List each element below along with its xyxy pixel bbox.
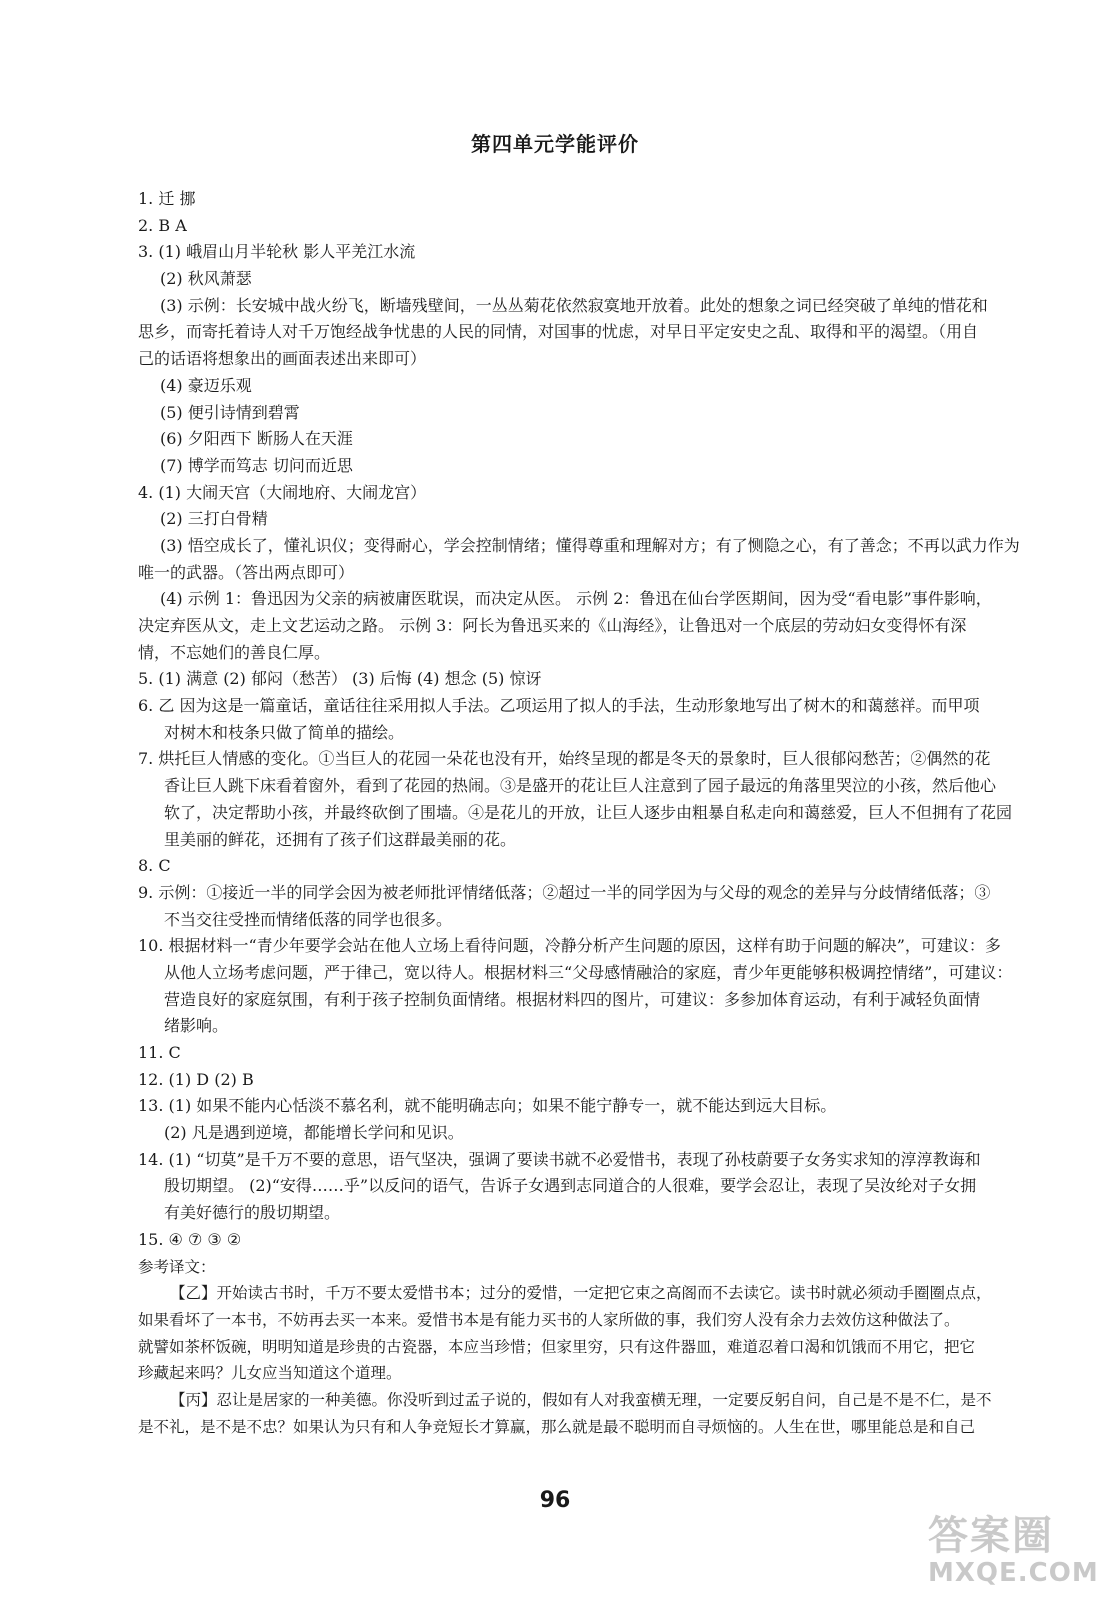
text-line: 软了，决定帮助小孩，并最终砍倒了围墙。④是花儿的开放，让巨人逐步由粗暴自私走向和蔼慈爱，巨人不但拥有了花园 (164, 802, 1013, 822)
text-line: 12. (1) D (2) B (138, 1069, 254, 1089)
text-line: 唯一的武器。（答出两点即可） (138, 562, 355, 582)
text-line: 决定弃医从文，走上文艺运动之路。 示例 3：阿长为鲁迅买来的《山海经》，让鲁迅对一个底层的劳动妇女变得怀有深 (138, 616, 967, 635)
text-line: 殷切期望。 (2)“安得……乎”以反问的语气，告诉子女遇到志同道合的人很难，要学会忍让，表现了吴汝纶对子女拥 (164, 1176, 977, 1196)
page-number: 96 (539, 1488, 571, 1513)
text-line: 营造良好的家庭氛围，有利于孩子控制负面情绪。根据材料四的图片，可建议：多参加体育运动，有利于减轻负面情 (164, 989, 981, 1009)
text-line: 己的话语将想象出的画面表述出来即可） (138, 349, 427, 369)
text-line: 有美好德行的殷切期望。 (164, 1203, 341, 1223)
text-line: 【乙】开始读古书时，千万不要太爱惜书本；过分的爱惜，一定把它束之高阁而不去读它。读书时就必须动手圈圈点点， (170, 1284, 992, 1303)
text-line: 情，不忘她们的善良仁厚。 (138, 642, 331, 662)
text-line: 里美丽的鲜花，还拥有了孩子们这群最美丽的花。 (164, 829, 517, 849)
text-line: 9. 示例：①接近一半的同学会因为被老师批评情绪低落；②超过一半的同学因为与父母的观念的差异与分歧情绪低落；③ (138, 882, 991, 902)
text-line: 1. 迁 挪 (138, 189, 196, 208)
page-title: 第四单元学能评价 (471, 132, 639, 156)
text-line: 就譬如茶杯饭碗，明明知道是珍贵的古瓷器，本应当珍惜；但家里穷，只有这件器皿，难道忍着口渴和饥饿而不用它，把它 (138, 1337, 976, 1356)
text-line: 4. (1) 大闹天宫（大闹地府、大闹龙宫） (138, 482, 427, 502)
text-line: 参考译文： (138, 1257, 216, 1276)
text-line: 不当交往受挫而情绪低落的同学也很多。 (164, 909, 453, 929)
text-line: 【丙】忍让是居家的一种美德。你没听到过孟子说的，假如有人对我蛮横无理，一定要反躬自问，自己是不是不仁，是不 (170, 1390, 992, 1409)
text-line: (3) 示例：长安城中战火纷飞，断墙残壁间，一丛丛菊花依然寂寞地开放着。此处的想象之词已经突破了单纯的惜花和 (160, 295, 988, 315)
text-line: (2) 秋风萧瑟 (160, 269, 252, 289)
text-line: 是不礼，是不是不忠？如果认为只有和人争竞短长才算赢，那么就是最不聪明而自寻烦恼的。人生在世，哪里能总是和自己 (138, 1417, 976, 1436)
answer-content (138, 186, 1058, 1440)
text-line: 11. C (138, 1043, 181, 1062)
text-line: 10. 根据材料一“青少年要学会站在他人立场上看待问题，冷静分析产生问题的原因，这样有助于问题的解决”，可建议：多 (138, 936, 1001, 956)
text-line: (7) 博学而笃志 切问而近思 (160, 455, 353, 475)
text-line: (4) 示例 1：鲁迅因为父亲的病被庸医耽误，而决定从医。 示例 2：鲁迅在仙台学医期间，因为受“看电影”事件影响， (160, 589, 992, 609)
text-line: 13. (1) 如果不能内心恬淡不慕名利，就不能明确志向；如果不能宁静专一，就不能达到远大目标。 (138, 1096, 837, 1116)
text-line: 14. (1) “切莫”是千万不要的意思，语气坚决，强调了要读书就不必爱惜书，表现了孙枝蔚要子女务实求知的淳淳教诲和 (138, 1149, 981, 1169)
text-line: 3. (1) 峨眉山月半轮秋 影人平羌江水流 (138, 242, 416, 262)
text-line: (2) 凡是遇到逆境，都能增长学问和见识。 (164, 1123, 464, 1143)
text-line: 如果看坏了一本书，不妨再去买一本来。爱惜书本是有能力买书的人家所做的事，我们穷人没有余力去效仿这种做法了。 (138, 1310, 960, 1329)
text-line: 6. 乙 因为这是一篇童话，童话往往采用拟人手法。乙项运用了拟人的手法，生动形象地写出了树木的和蔼慈祥。而甲项 (138, 696, 980, 716)
text-line: 香让巨人跳下床看着窗外，看到了花园的热闹。③是盛开的花让巨人注意到了园子最远的角落里哭泣的小孩，然后他心 (164, 776, 997, 796)
text-line: 8. C (138, 856, 171, 876)
text-line: 2. B A (138, 215, 187, 235)
watermark-text: 答案圈 (928, 1513, 1054, 1559)
text-line: 对树木和枝条只做了简单的描绘。 (164, 722, 405, 742)
text-line: (2) 三打白骨精 (160, 509, 268, 529)
watermark-logo (928, 1514, 1100, 1594)
text-line: (5) 便引诗情到碧霄 (160, 402, 300, 422)
text-line: 7. 烘托巨人情感的变化。①当巨人的花园一朵花也没有开，始终呈现的都是冬天的景象时，巨人很郁闷愁苦；②偶然的花 (138, 749, 991, 769)
text-line: 从他人立场考虑问题，严于律己，宽以待人。根据材料三“父母感情融洽的家庭，青少年更能够积极调控情绪”，可建议： (164, 962, 1013, 982)
text-line: 绪影响。 (164, 1016, 229, 1036)
text-line: 15. ④ ⑦ ③ ② (138, 1229, 242, 1249)
text-line: (3) 悟空成长了，懂礼识仪；变得耐心，学会控制情绪；懂得尊重和理解对方；有了恻隐之心，有了善念；不再以武力作为 (160, 535, 1020, 555)
text-line: 思乡，而寄托着诗人对千万饱经战争忧患的人民的同情，对国事的忧虑，对早日平定安史之乱、取得和平的渴望。（用自 (138, 322, 979, 342)
text-line: 5. (1) 满意 (2) 郁闷（愁苦） (3) 后悔 (4) 想念 (5) 惊讶 (138, 669, 542, 689)
watermark-url: MXQE.COM (928, 1558, 1099, 1588)
text-line: (6) 夕阳西下 断肠人在天涯 (160, 429, 353, 449)
text-line: (4) 豪迈乐观 (160, 375, 252, 395)
text-line: 珍藏起来吗？儿女应当知道这个道理。 (138, 1364, 402, 1383)
